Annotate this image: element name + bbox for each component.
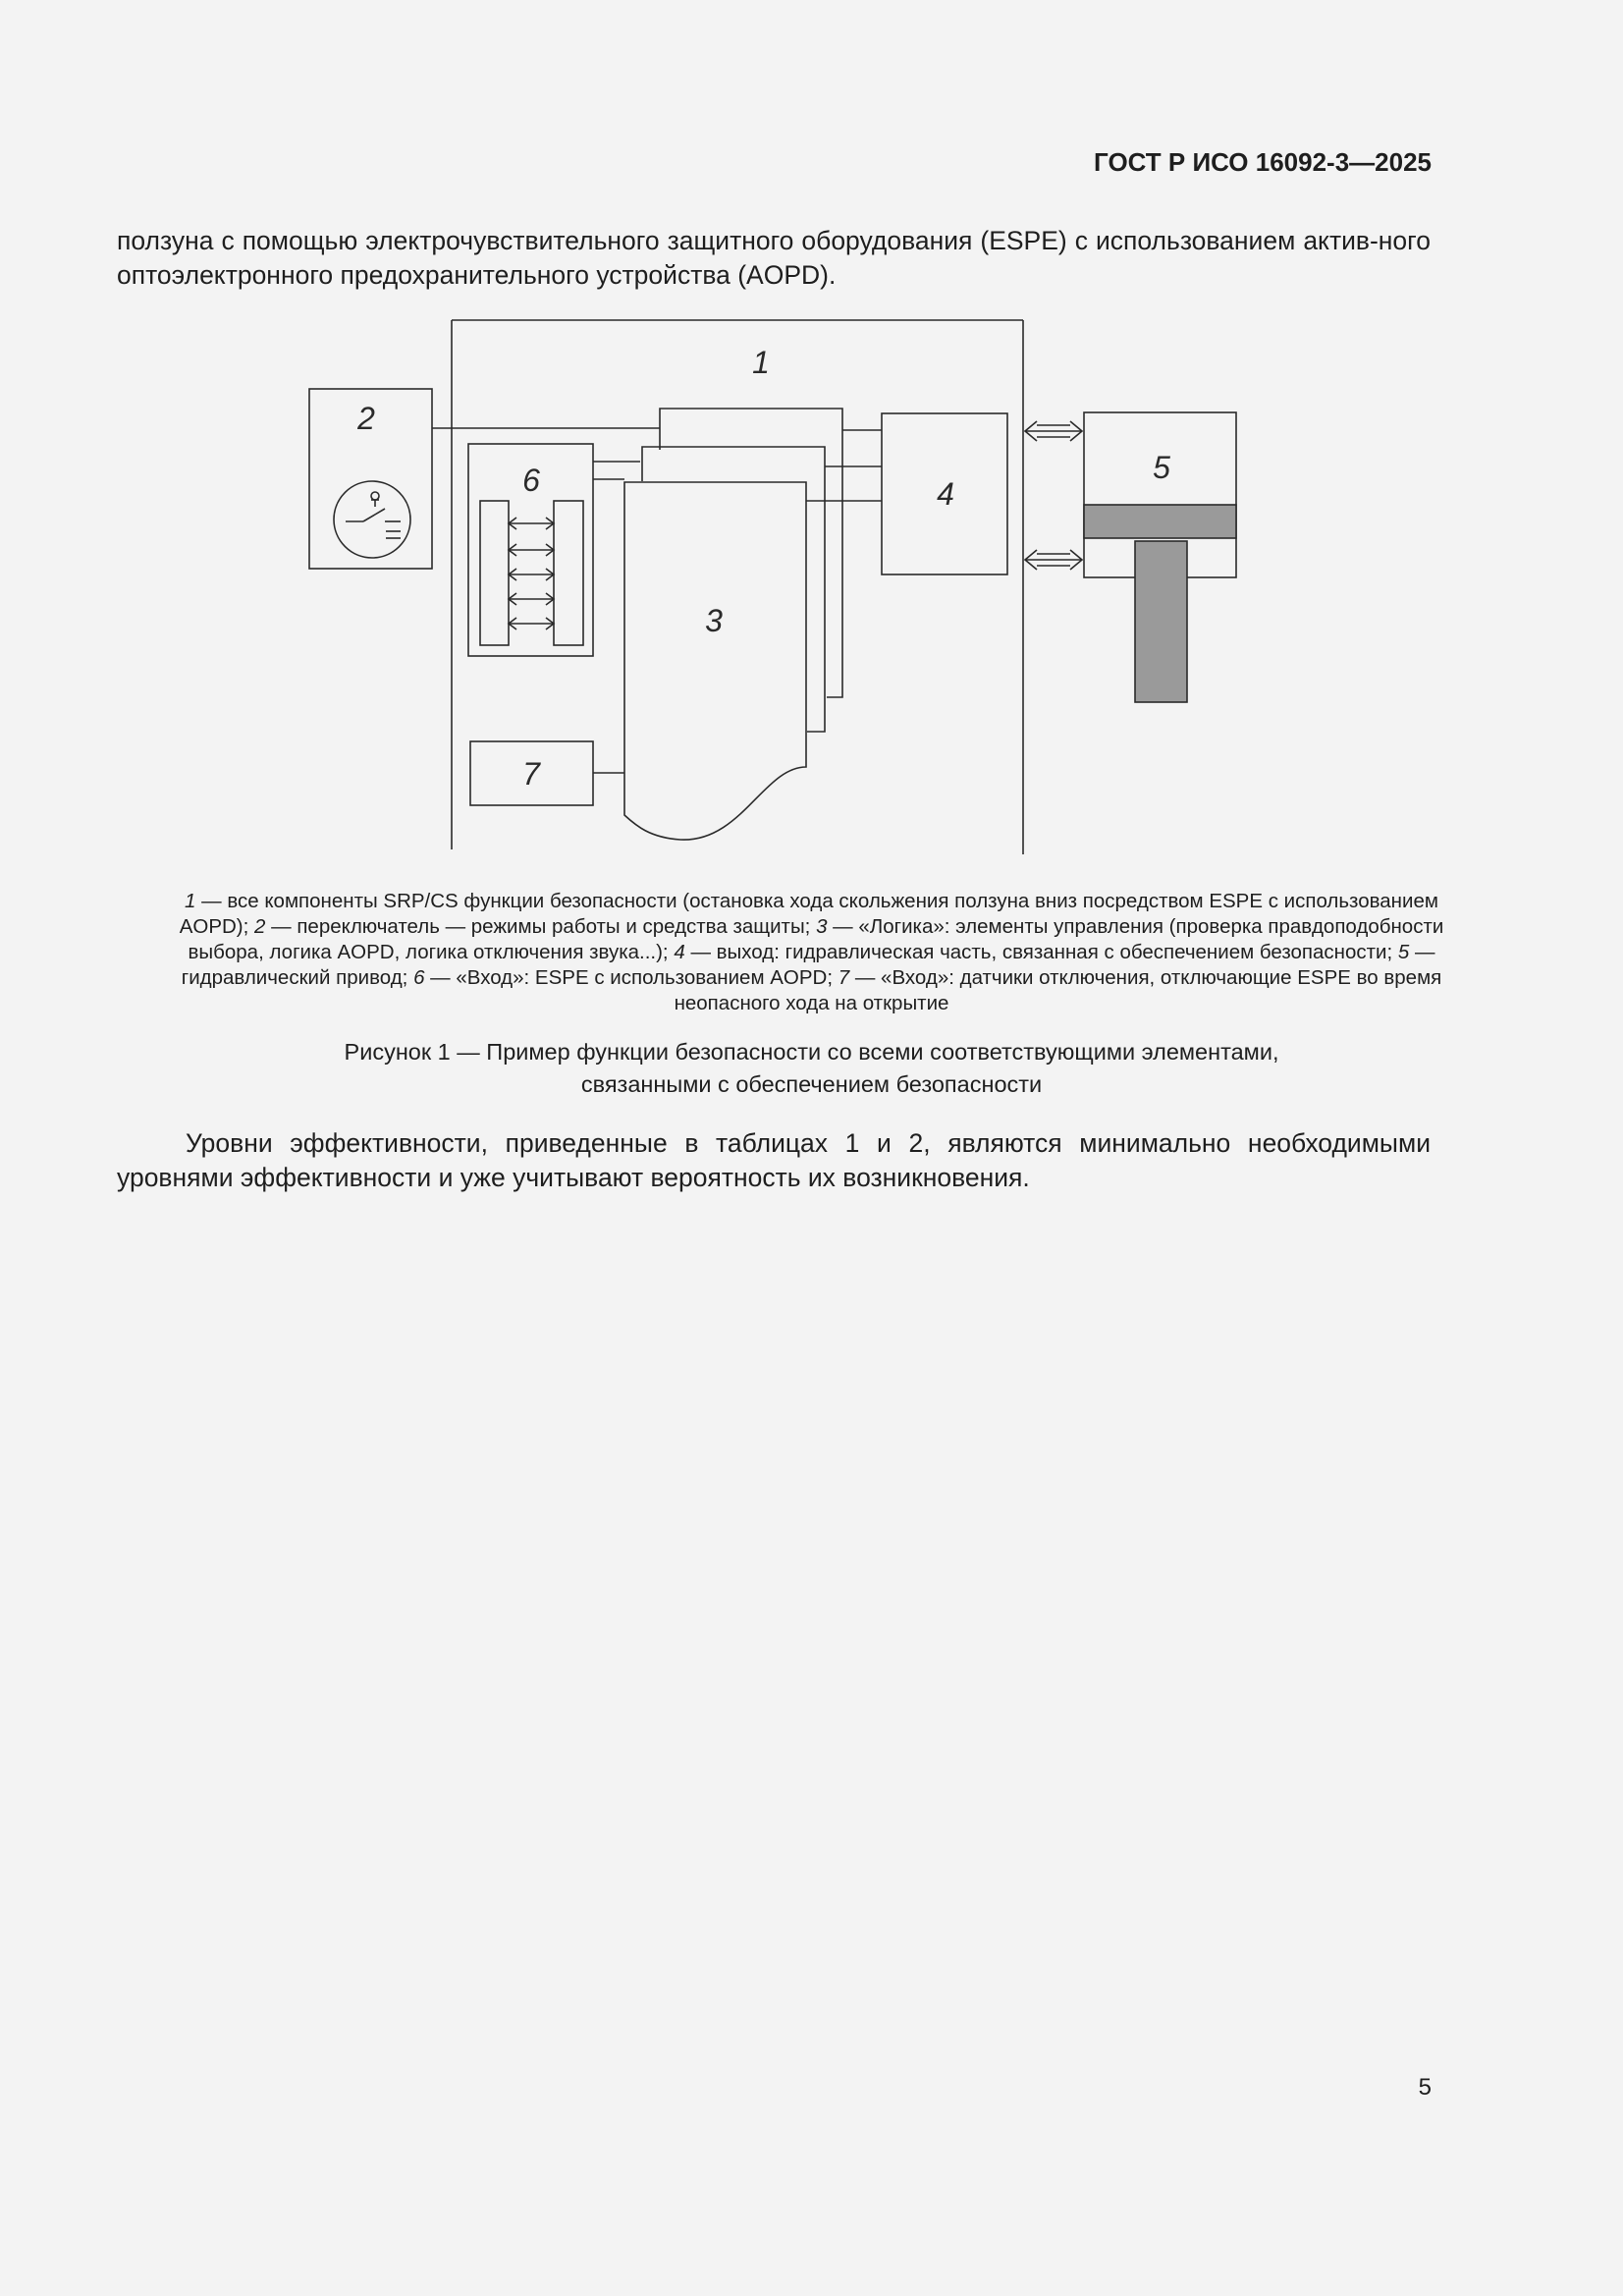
cylinder-piston [1084,505,1236,538]
legend-num-5: 5 [1397,941,1410,963]
document-code: ГОСТ Р ИСО 16092-3—2025 [1094,147,1432,177]
page-number: 5 [1418,2074,1432,2101]
safety-function-diagram [295,314,1257,864]
box-3-logic [624,482,806,840]
body-paragraph: Уровни эффективности, приведенные в таблицах 1 и 2, являются минимально необходимыми уровнями эффективности и уже учитывают вероятность их возникновения. [117,1128,1431,1192]
legend-text-3: — «Логика»: элементы управления (проверка правдоподобности выбора, логика AOPD, логика отключения звука...); [188,915,1444,963]
legend-num-1: 1 [185,890,196,912]
double-arrow-top [1025,421,1082,441]
legend-num-2: 2 [254,915,266,938]
legend-text-2: — переключатель — режимы работы и средства защиты; [265,915,817,938]
legend-text-5: — гидравлический привод; [181,941,1435,989]
legend-text-1: — все компоненты SRP/CS функции безопасности (остановка хода скольжения ползуна вниз посредством ESPE с использованием AOPD); [179,890,1438,938]
legend-text-7: — «Вход»: датчики отключения, отключающие ESPE во время неопасного хода на открытие [674,966,1442,1014]
cylinder-rod [1135,541,1187,702]
legend-num-4: 4 [674,941,685,963]
legend-num-6: 6 [413,966,425,989]
legend-text-6: — «Вход»: ESPE с использованием AOPD; [424,966,839,989]
light-beam-arrows [509,518,554,629]
intro-paragraph: ползуна с помощью электрочувствительного защитного оборудования (ESPE) с использованием актив-ного оптоэлектронного предохранительного устройства (AOPD). [117,226,1431,290]
label-2: 2 [357,401,375,436]
legend-num-3: 3 [816,915,828,938]
label-7: 7 [522,756,540,792]
label-6: 6 [522,463,540,498]
figure-legend [147,889,1476,1016]
caption-line-1: Рисунок 1 — Пример функции безопасности со всеми соответствующими элементами, [344,1039,1279,1065]
label-4: 4 [937,476,954,512]
caption-line-2: связанными с обеспечением безопасности [580,1071,1043,1097]
label-3: 3 [705,603,723,638]
aopd-receiver [554,501,583,645]
figure-caption [147,1036,1476,1101]
aopd-emitter [480,501,509,645]
label-5: 5 [1153,450,1170,485]
legend-text-4: — выход: гидравлическая часть, связанная с обеспечением безопасности; [684,941,1398,963]
double-arrow-bottom [1025,550,1082,570]
label-1: 1 [752,345,770,380]
legend-num-7: 7 [838,966,850,989]
